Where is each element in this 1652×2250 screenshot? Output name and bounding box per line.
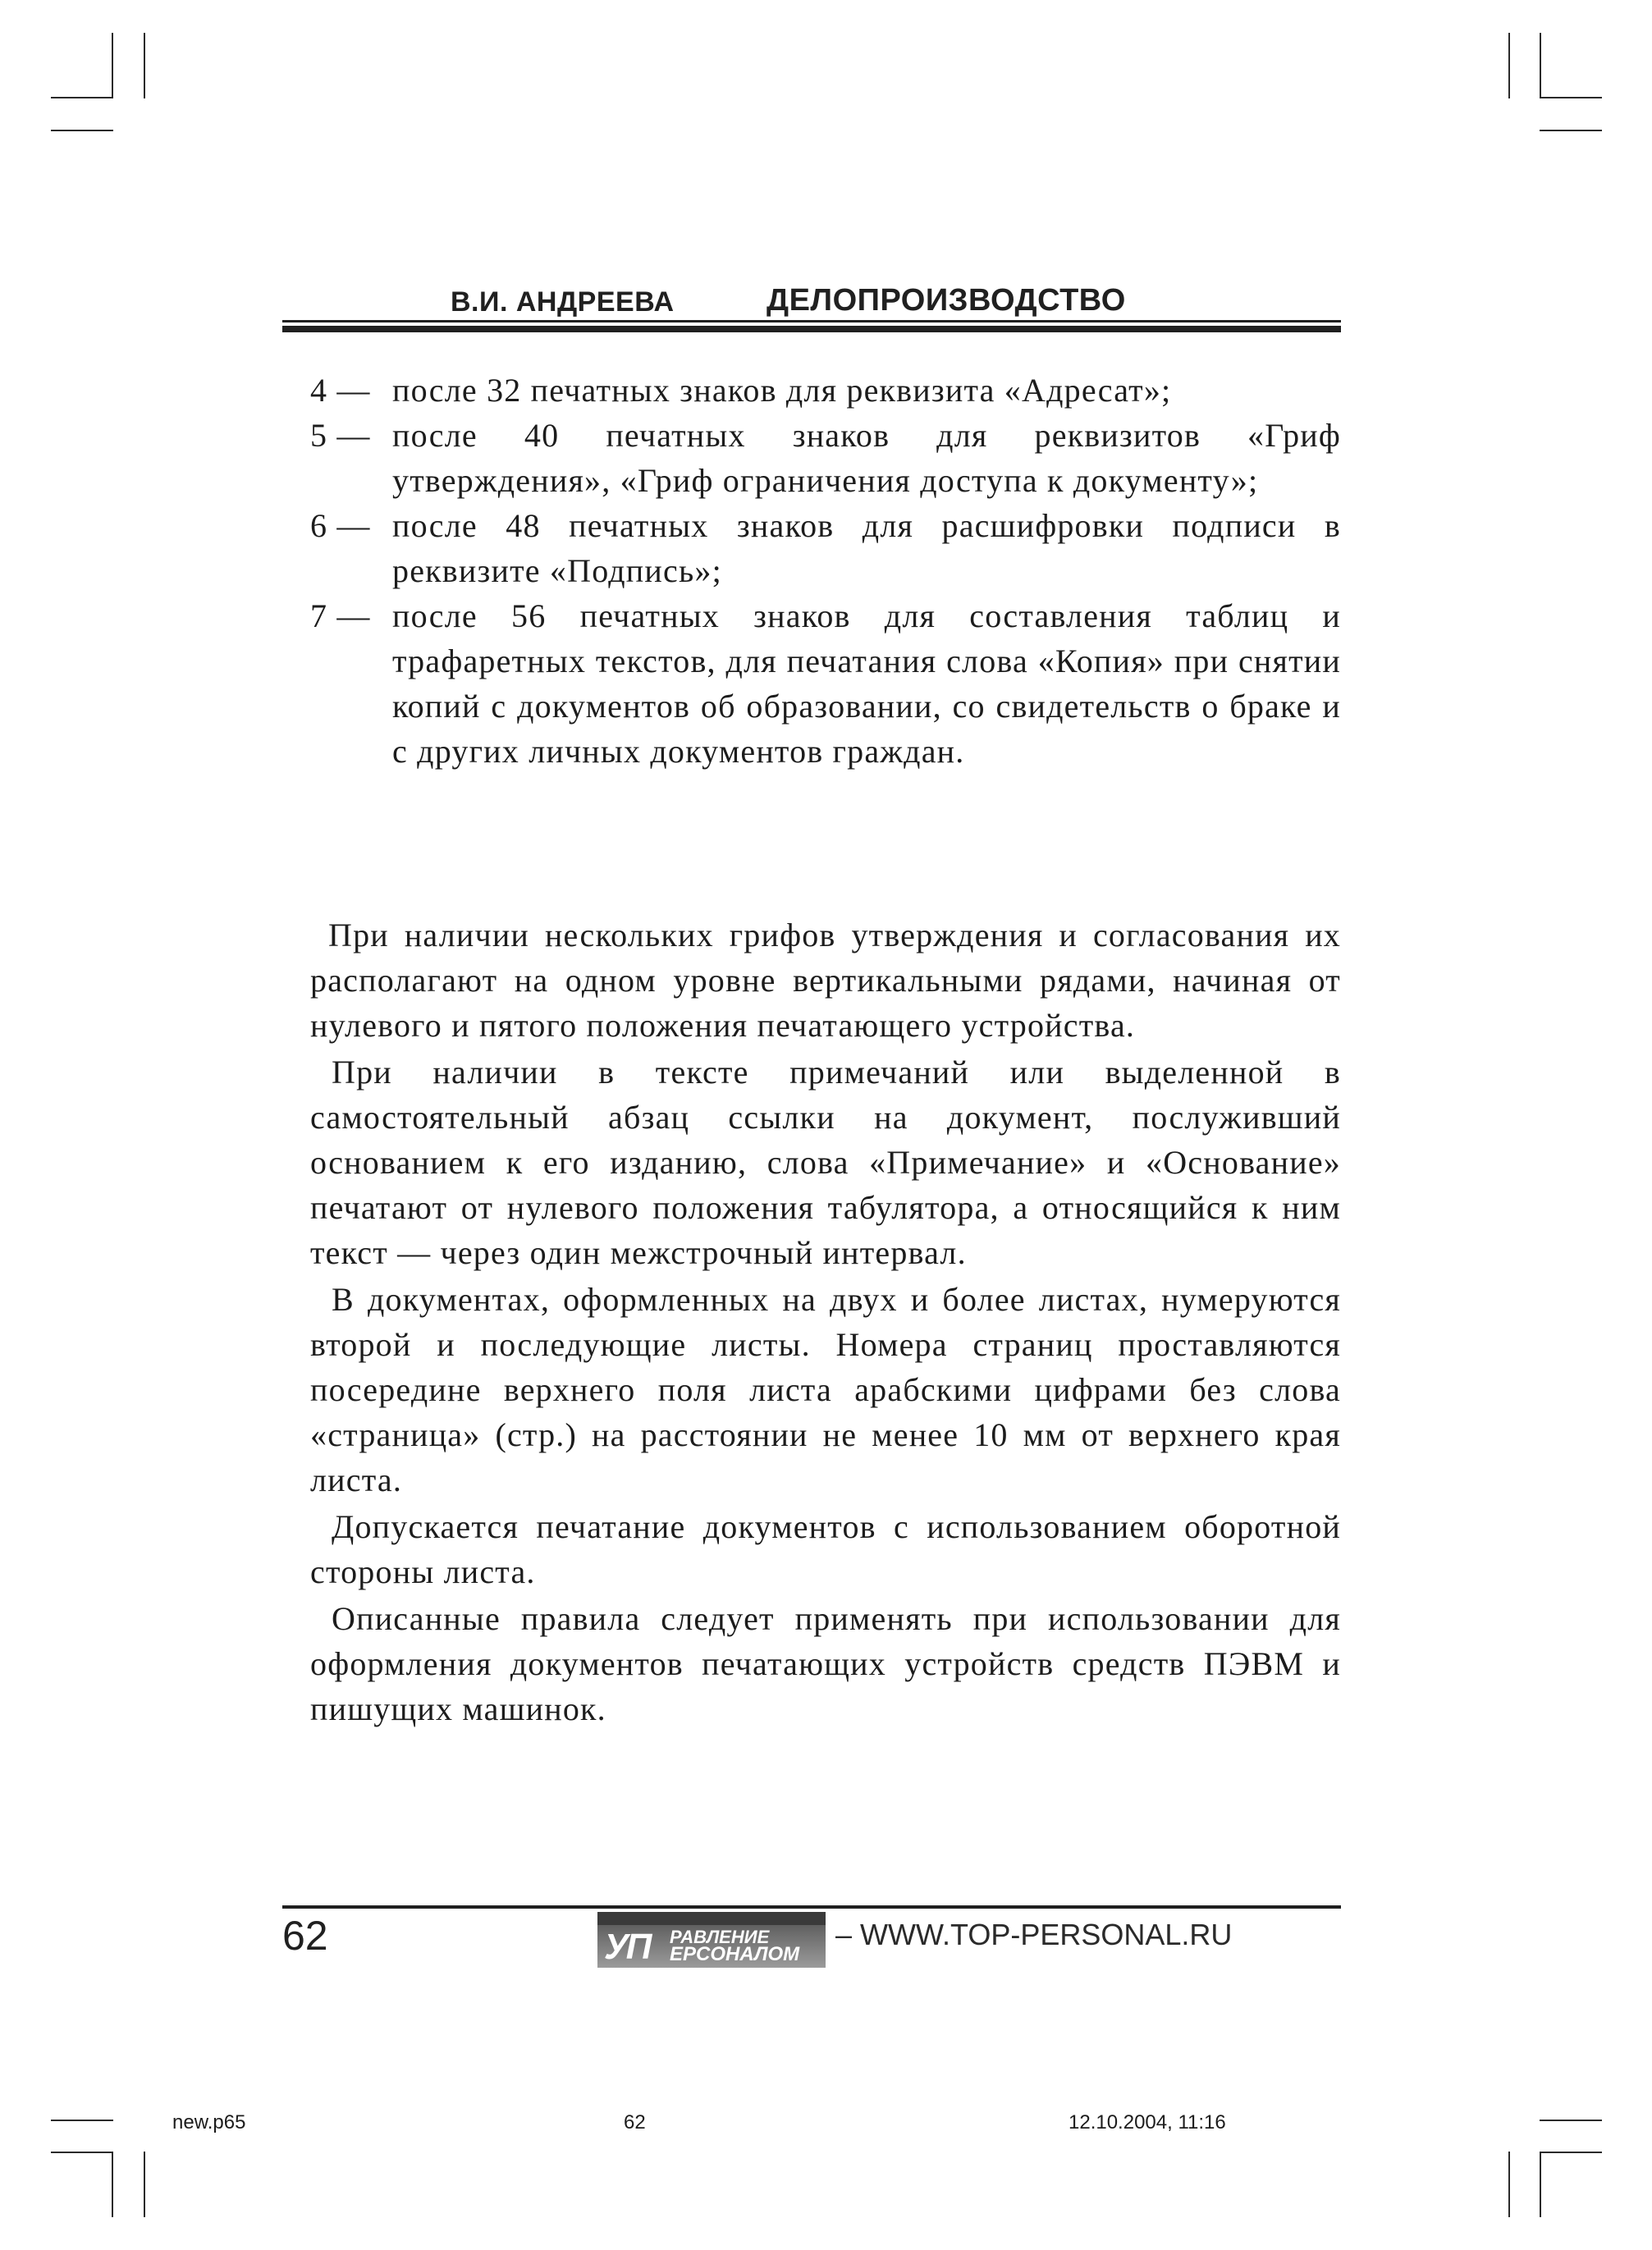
paragraph: При наличии в тексте примечаний или выделенной в самостоятельный абзац ссылки на документ, послуживший основанием к его изданию, слова «Примечание» и «Основание» печатают от нулевого положения табулятора, а относящийся к ним текст — через один межстрочный интервал. — [310, 1054, 1341, 1271]
crop-mark — [112, 33, 113, 98]
crop-mark — [1508, 2152, 1510, 2217]
crop-mark — [1540, 33, 1541, 98]
crop-mark — [112, 2152, 113, 2217]
crop-mark — [51, 97, 113, 98]
crop-mark — [1540, 2120, 1602, 2121]
crop-mark — [1540, 97, 1602, 98]
paragraph: Допускается печатание документов с использованием оборотной стороны листа. — [310, 1508, 1341, 1590]
list-item-number: 4 — — [310, 372, 371, 409]
paragraph: В документах, оформленных на двух и более листах, нумеруются второй и последующие листы. Номера страниц проставляются посередине верхнего поля листа арабскими цифрами без слова «страница» (стр.) на расстоянии не менее 10 мм от верхнего края листа. — [310, 1281, 1341, 1498]
list-item-text: после 32 печатных знаков для реквизита «Адресат»; — [392, 372, 1172, 409]
list-item — [310, 368, 1341, 413]
logo-text: ЕРСОНАЛОМ — [670, 1943, 800, 1965]
logo-strip — [597, 1912, 826, 1925]
crop-mark — [144, 2152, 145, 2217]
crop-mark — [1508, 33, 1510, 98]
paragraph: Описанные правила следует применять при использовании для оформления документов печатающих устройств средств ПЭВМ и пишущих машинок. — [310, 1600, 1341, 1727]
slug-page: 62 — [624, 2111, 646, 2133]
list-item — [310, 593, 1341, 774]
logo-mark: УП — [604, 1927, 650, 1967]
logo-text: РАВЛЕНИЕ — [670, 1927, 770, 1947]
header-rule — [282, 320, 1341, 322]
slug-datetime: 12.10.2004, 11:16 — [1069, 2111, 1226, 2133]
list-item — [310, 503, 1341, 593]
footer-rule — [282, 1905, 1341, 1909]
list-item-number: 7 — — [310, 597, 371, 634]
crop-mark — [51, 130, 113, 131]
body-text — [310, 912, 1341, 1731]
crop-mark — [144, 33, 145, 98]
website-link: – WWW.TOP-PERSONAL.RU — [835, 1918, 1233, 1951]
list-item-text: после 40 печатных знаков для реквизитов «Гриф утверждения», «Гриф ограничения доступа к документу»; — [392, 417, 1341, 499]
list-item-text: после 56 печатных знаков для составления таблиц и трафаретных текстов, для печатания слова «Копия» при снятии копий с документов об образовании, со свидетельств о браке и с других личных документов граждан. — [392, 597, 1341, 770]
list-item — [310, 413, 1341, 503]
list-item-text: после 48 печатных знаков для расшифровки подписи в реквизите «Подпись»; — [392, 507, 1341, 589]
running-header — [282, 277, 1341, 336]
list-item-number: 6 — — [310, 507, 371, 544]
publisher-logo — [597, 1912, 826, 1968]
crop-mark — [51, 2152, 113, 2153]
crop-mark — [1540, 2152, 1541, 2217]
paragraph: При наличии нескольких грифов утверждения и согласования их располагают на одном уровне вертикальными рядами, начиная от нулевого и пятого положения печатающего устройства. — [310, 917, 1341, 1044]
slug-filename: new.p65 — [172, 2111, 246, 2133]
tab-position-list — [310, 368, 1341, 774]
header-title: ДЕЛОПРОИЗВОДСТВО — [767, 283, 1126, 318]
header-author: В.И. АНДРЕЕВА — [451, 286, 675, 318]
page-number: 62 — [282, 1913, 328, 1959]
crop-mark — [1540, 2152, 1602, 2153]
crop-mark — [1540, 130, 1602, 131]
list-item-number: 5 — — [310, 417, 371, 454]
crop-mark — [51, 2120, 113, 2121]
header-rule — [282, 326, 1341, 332]
